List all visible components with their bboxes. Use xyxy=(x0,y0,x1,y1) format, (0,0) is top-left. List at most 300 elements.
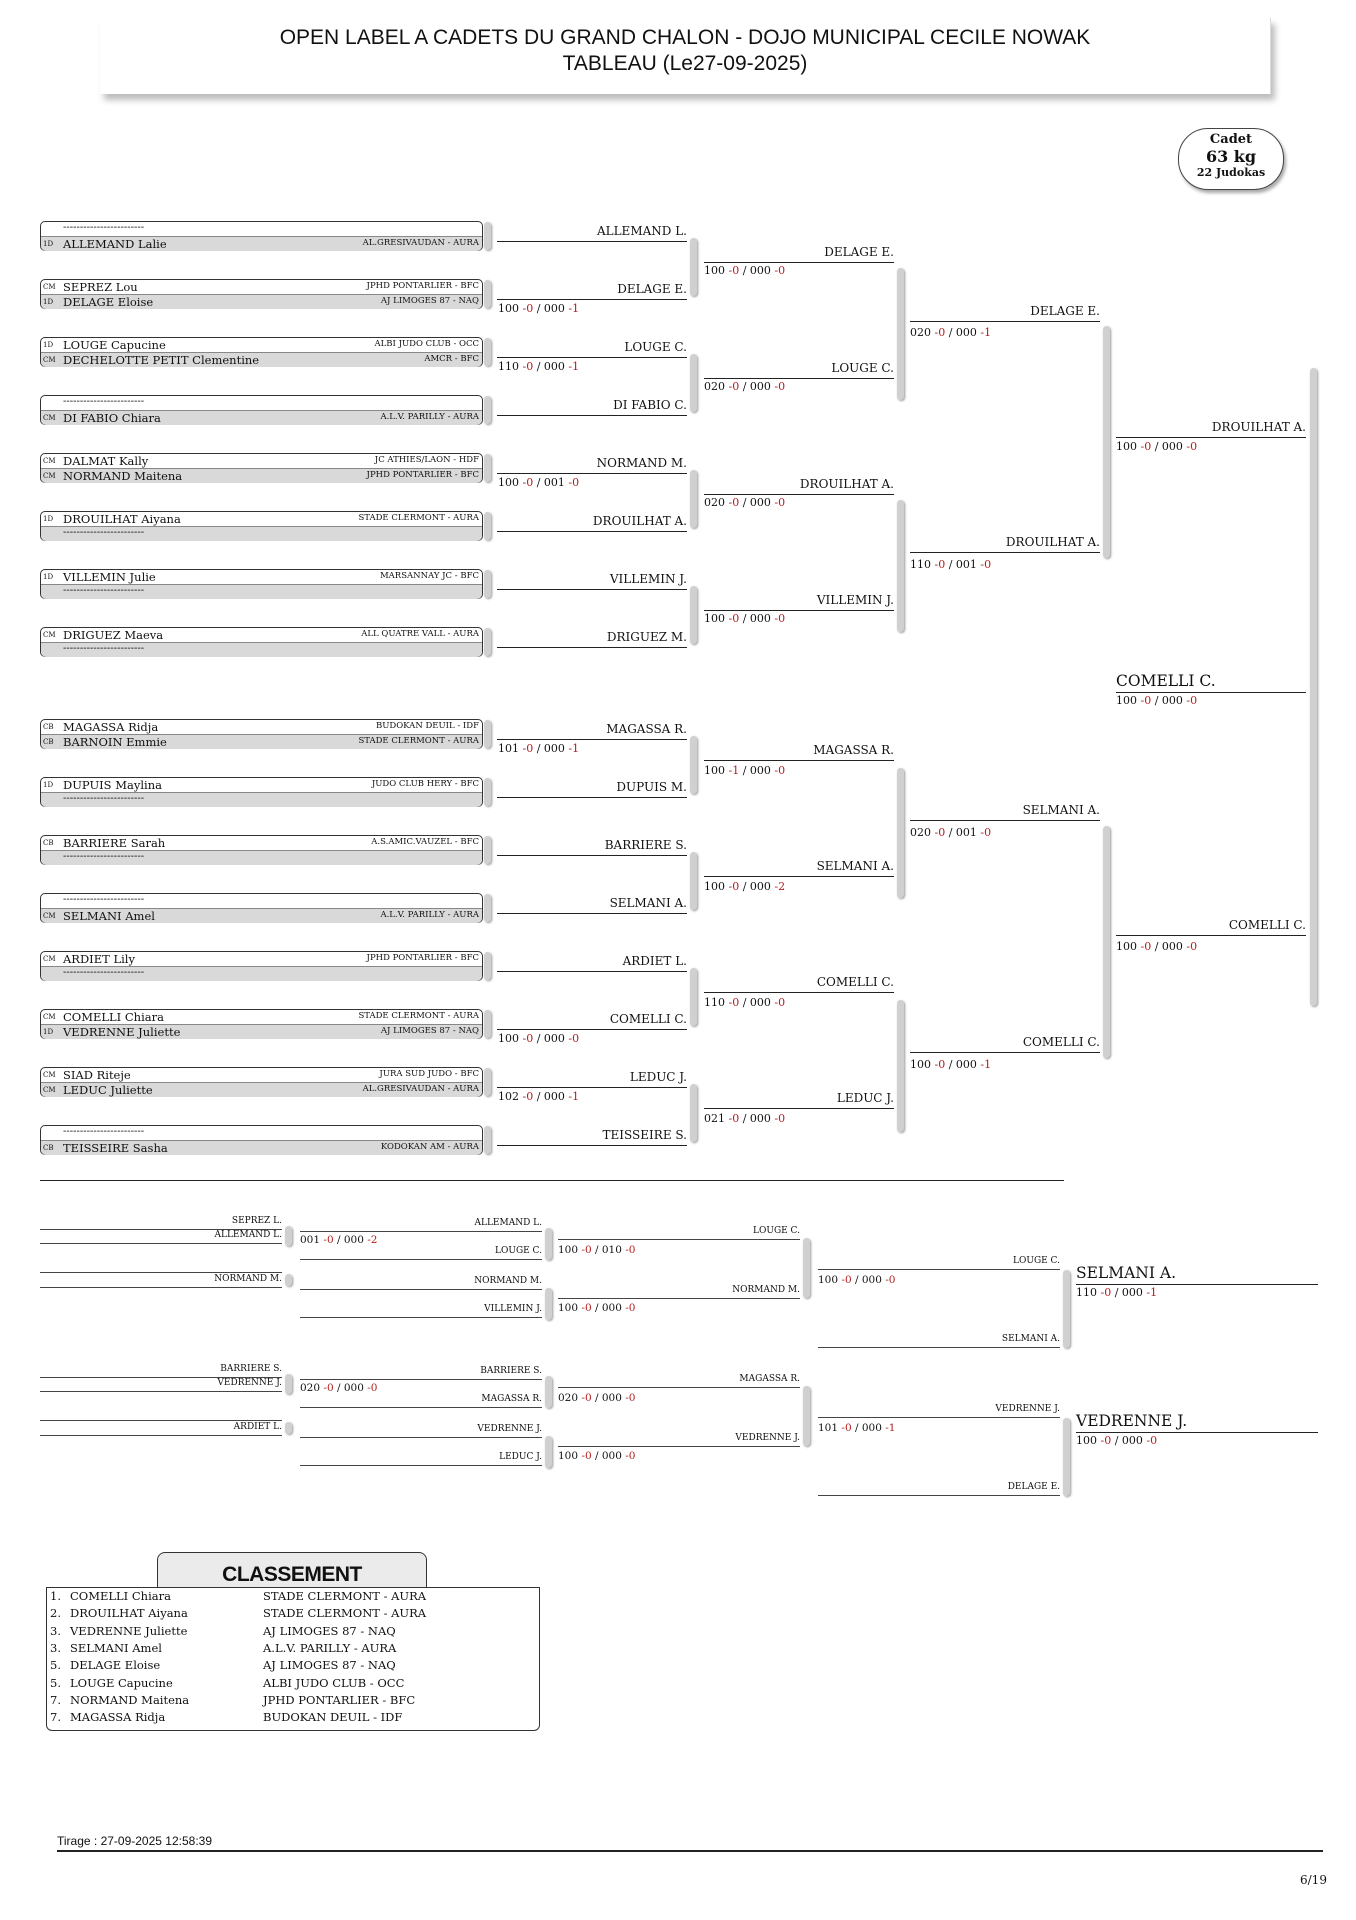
repechage-score xyxy=(300,1234,377,1246)
score-c: 000 xyxy=(343,1382,368,1394)
competitor-name: BARRIERE Sarah xyxy=(63,836,166,850)
score-b: -0 xyxy=(841,1422,852,1434)
score-d: -0 xyxy=(1186,440,1198,453)
score-d: -0 xyxy=(774,996,786,1009)
athlete-club: JPHD PONTARLIER - BFC xyxy=(263,1692,416,1707)
category-label: Cadet xyxy=(1209,132,1253,147)
bracket-connector xyxy=(690,736,697,794)
repechage-r2-winner: VILLEMIN J. xyxy=(300,1304,542,1318)
competitor-pair xyxy=(40,719,483,749)
score-d: -0 xyxy=(774,264,786,277)
score-b: -0 xyxy=(1100,1434,1112,1447)
club-name: KODOKAN AM - AURA xyxy=(380,1142,479,1152)
club-name: MARSANNAY JC - BFC xyxy=(379,571,479,581)
footer-rule xyxy=(57,1850,1323,1852)
score-a: 100 xyxy=(558,1244,582,1256)
category-weight: 63 kg xyxy=(1205,147,1257,166)
bracket-connector xyxy=(897,1000,904,1132)
round1-winner: DROUILHAT A. xyxy=(497,514,687,532)
score-d: -0 xyxy=(625,1302,636,1314)
competitor-name: DALMAT Kally xyxy=(63,454,149,468)
score-sep: / xyxy=(739,880,750,893)
round1-winner: DUPUIS M. xyxy=(497,780,687,798)
round2-winner: MAGASSA R. xyxy=(704,743,894,761)
athlete-club: AJ LIMOGES 87 - NAQ xyxy=(263,1658,396,1673)
page-subtitle: TABLEAU (Le27-09-2025) xyxy=(562,52,808,75)
score-b: -0 xyxy=(581,1392,592,1404)
grade: CM xyxy=(43,1086,56,1094)
score-a: 100 xyxy=(498,302,523,315)
bracket-connector xyxy=(484,396,491,424)
grade: 1D xyxy=(43,781,54,789)
score-sep: / xyxy=(333,1382,344,1394)
competitor-row xyxy=(41,952,482,966)
bye-placeholder: ------------------------ xyxy=(63,643,145,654)
score-b: -0 xyxy=(1140,694,1152,707)
round1-winner: DELAGE E. xyxy=(497,282,687,300)
grade: CM xyxy=(43,283,56,291)
grade: CB xyxy=(43,1144,54,1152)
club-name: AJ LIMOGES 87 - NAQ xyxy=(380,296,479,306)
score-c: 000 xyxy=(749,880,775,893)
bracket-connector xyxy=(803,1386,810,1446)
score-a: 100 xyxy=(704,612,729,625)
repechage-r2-winner: LEDUC J. xyxy=(300,1452,542,1466)
competitor-pair xyxy=(40,221,483,251)
club-name: BUDOKAN DEUIL - IDF xyxy=(375,721,479,731)
score-c: 000 xyxy=(749,996,775,1009)
competitor-row xyxy=(41,468,482,483)
score-a: 100 xyxy=(704,264,729,277)
score-b: -0 xyxy=(1100,1286,1112,1299)
athlete-name: COMELLI Chiara xyxy=(70,1589,171,1603)
round2-score xyxy=(704,1112,785,1125)
competitor-name: DRIGUEZ Maeva xyxy=(63,628,164,642)
category-count: 22 Judokas xyxy=(1196,166,1266,179)
round3-winner: SELMANI A. xyxy=(910,803,1100,821)
score-sep: / xyxy=(533,302,544,315)
score-b: -0 xyxy=(522,302,534,315)
competitor-name: LEDUC Juliette xyxy=(63,1083,153,1097)
athlete-club: BUDOKAN DEUIL - IDF xyxy=(263,1710,403,1725)
repechage-winner: VEDRENNE J. xyxy=(1076,1412,1318,1433)
repechage-score xyxy=(558,1450,635,1462)
competitor-row xyxy=(41,734,482,749)
bracket-connector xyxy=(545,1436,552,1468)
club-name: AMCR - BFC xyxy=(424,354,479,364)
score-c: 000 xyxy=(749,764,775,777)
athlete-name: MAGASSA Ridja xyxy=(70,1710,166,1725)
competitor-row xyxy=(41,1126,482,1140)
round1-winner: MAGASSA R. xyxy=(497,722,687,740)
bye-placeholder: ------------------------ xyxy=(63,396,145,407)
bracket-connector xyxy=(484,720,491,748)
round1-winner: ALLEMAND L. xyxy=(497,224,687,242)
repechage-entry: ARDIET L. xyxy=(40,1422,282,1436)
score-a: 100 xyxy=(818,1274,842,1286)
bracket-connector xyxy=(484,628,491,656)
score-b: -0 xyxy=(934,558,946,571)
bracket-connector xyxy=(285,1422,292,1434)
score-a: 100 xyxy=(704,764,729,777)
score-c: 000 xyxy=(543,1032,569,1045)
athlete-club: A.L.V. PARILLY - AURA xyxy=(263,1640,397,1655)
club-name: JUDO CLUB HERY - BFC xyxy=(371,779,479,789)
score-b: -0 xyxy=(728,264,740,277)
score-sep: / xyxy=(739,1112,750,1125)
competitor-name: SIAD Riteje xyxy=(63,1068,131,1082)
athlete-name: NORMAND Maitena xyxy=(70,1692,190,1707)
club-name: JC ATHIES/LAON - HDF xyxy=(374,455,479,465)
competitor-row xyxy=(41,294,482,309)
competitor-row xyxy=(41,280,482,294)
repechage-winner-score xyxy=(1076,1434,1157,1447)
competitor-name: VEDRENNE Juliette xyxy=(63,1025,181,1039)
score-d: -1 xyxy=(568,302,580,315)
bracket-connector xyxy=(285,1226,292,1246)
repechage-entry: NORMAND M. xyxy=(40,1274,282,1288)
round1-score xyxy=(498,360,579,373)
score-b: -0 xyxy=(323,1234,334,1246)
bye-placeholder: ------------------------ xyxy=(63,793,145,804)
grade: 1D xyxy=(43,240,54,248)
athlete-name: LOUGE Capucine xyxy=(70,1675,173,1690)
repechage-r4-winner: VEDRENNE J. xyxy=(818,1404,1060,1418)
classement-title: CLASSEMENT xyxy=(157,1552,427,1590)
club-name: AJ LIMOGES 87 - NAQ xyxy=(380,1026,479,1036)
grade: 1D xyxy=(43,515,54,523)
score-c: 000 xyxy=(749,1112,775,1125)
competitor-name: SEPREZ Lou xyxy=(63,280,138,294)
score-sep: / xyxy=(533,742,544,755)
round3-score xyxy=(910,826,991,839)
score-a: 020 xyxy=(558,1392,582,1404)
round1-winner: SELMANI A. xyxy=(497,896,687,914)
competitor-row xyxy=(41,908,482,923)
score-a: 020 xyxy=(704,380,729,393)
bracket-connector xyxy=(545,1288,552,1320)
bracket-connector xyxy=(484,512,491,540)
repechage-r3-winner: LOUGE C. xyxy=(558,1226,800,1240)
score-a: 100 xyxy=(1116,940,1141,953)
grade: CM xyxy=(43,631,56,639)
bracket-connector xyxy=(690,470,697,528)
competitor-row xyxy=(41,526,482,541)
score-sep: / xyxy=(739,380,750,393)
round1-winner: LEDUC J. xyxy=(497,1070,687,1088)
club-name: ALBI JUDO CLUB - OCC xyxy=(374,339,479,349)
score-c: 000 xyxy=(543,1090,569,1103)
round3-score xyxy=(910,1058,991,1071)
bracket-connector xyxy=(484,570,491,598)
score-a: 020 xyxy=(704,496,729,509)
score-a: 100 xyxy=(498,476,523,489)
competitor-row xyxy=(41,570,482,584)
score-sep: / xyxy=(739,264,750,277)
score-d: -0 xyxy=(367,1382,378,1394)
competitor-row xyxy=(41,236,482,251)
score-a: 021 xyxy=(704,1112,729,1125)
club-name: STADE CLERMONT - AURA xyxy=(358,736,479,746)
score-c: 000 xyxy=(1121,1434,1147,1447)
score-a: 100 xyxy=(1116,440,1141,453)
athlete-club: ALBI JUDO CLUB - OCC xyxy=(263,1675,405,1690)
score-b: -0 xyxy=(581,1244,592,1256)
score-sep: / xyxy=(591,1392,602,1404)
competitor-name: NORMAND Maitena xyxy=(63,469,183,483)
score-a: 020 xyxy=(910,326,935,339)
score-d: -0 xyxy=(568,476,580,489)
round1-score xyxy=(498,302,579,315)
round1-winner: DRIGUEZ M. xyxy=(497,630,687,648)
bracket-connector xyxy=(803,1238,810,1298)
bracket-connector xyxy=(545,1376,552,1408)
score-sep: / xyxy=(1111,1286,1122,1299)
repechage-score xyxy=(300,1382,377,1394)
score-c: 000 xyxy=(543,742,569,755)
score-b: -0 xyxy=(323,1382,334,1394)
round1-winner: DI FABIO C. xyxy=(497,398,687,416)
repechage-entry: ALLEMAND L. xyxy=(40,1230,282,1244)
score-sep: / xyxy=(945,558,956,571)
score-a: 101 xyxy=(498,742,523,755)
score-c: 000 xyxy=(955,1058,981,1071)
score-b: -0 xyxy=(522,742,534,755)
round2-winner: LEDUC J. xyxy=(704,1091,894,1109)
rank: 2. xyxy=(50,1606,61,1621)
score-d: -0 xyxy=(625,1450,636,1462)
round2-score xyxy=(704,996,785,1009)
grade: CM xyxy=(43,414,56,422)
round4-score xyxy=(1116,940,1197,953)
athlete-name: DELAGE Eloise xyxy=(70,1658,161,1673)
score-b: -0 xyxy=(522,1090,534,1103)
round3-winner: DROUILHAT A. xyxy=(910,535,1100,553)
bracket-connector xyxy=(1063,1418,1070,1496)
bracket-connector xyxy=(690,354,697,412)
competitor-row xyxy=(41,396,482,410)
round2-winner: LOUGE C. xyxy=(704,361,894,379)
score-sep: / xyxy=(1151,694,1162,707)
bracket-connector xyxy=(545,1228,552,1260)
round1-winner: COMELLI C. xyxy=(497,1012,687,1030)
competitor-row xyxy=(41,1140,482,1155)
grade: 1D xyxy=(43,573,54,581)
bracket-connector xyxy=(690,852,697,910)
score-c: 000 xyxy=(749,380,775,393)
competitor-pair xyxy=(40,777,483,807)
score-c: 000 xyxy=(861,1422,886,1434)
bracket-connector xyxy=(897,268,904,400)
rank: 3. xyxy=(50,1623,61,1638)
competitor-pair xyxy=(40,835,483,865)
repechage-r4-winner: DELAGE E. xyxy=(818,1482,1060,1496)
bracket-connector xyxy=(690,238,697,296)
score-d: -0 xyxy=(774,1112,786,1125)
score-d: -0 xyxy=(774,612,786,625)
bracket-connector xyxy=(484,1126,491,1154)
competitor-name: DROUILHAT Aiyana xyxy=(63,512,181,526)
competitor-row xyxy=(41,454,482,468)
score-b: -0 xyxy=(581,1450,592,1462)
round1-score xyxy=(498,1090,579,1103)
repechage-r3-winner: VEDRENNE J. xyxy=(558,1433,800,1447)
score-a: 100 xyxy=(1116,694,1141,707)
round1-winner: ARDIET L. xyxy=(497,954,687,972)
competitor-row xyxy=(41,1068,482,1082)
score-d: -1 xyxy=(980,326,992,339)
competitor-name: LOUGE Capucine xyxy=(63,338,166,352)
bye-placeholder: ------------------------ xyxy=(63,527,145,538)
round1-winner: LOUGE C. xyxy=(497,340,687,358)
bracket-connector xyxy=(484,1010,491,1038)
score-c: 000 xyxy=(543,302,569,315)
round2-winner: VILLEMIN J. xyxy=(704,593,894,611)
club-name: JPHD PONTARLIER - BFC xyxy=(366,470,479,480)
club-name: AL.GRESIVAUDAN - AURA xyxy=(362,1084,479,1094)
competitor-name: DELAGE Eloise xyxy=(63,295,154,309)
repechage-winner: SELMANI A. xyxy=(1076,1264,1318,1285)
competitor-row xyxy=(41,642,482,657)
score-d: -0 xyxy=(625,1244,636,1256)
score-d: -0 xyxy=(568,1032,580,1045)
score-d: -0 xyxy=(1146,1434,1158,1447)
competitor-row xyxy=(41,410,482,425)
grade: CM xyxy=(43,1013,56,1021)
score-sep: / xyxy=(739,764,750,777)
repechage-r3-winner: MAGASSA R. xyxy=(558,1374,800,1388)
score-b: -0 xyxy=(522,360,534,373)
repechage-r2-winner: NORMAND M. xyxy=(300,1276,542,1290)
score-b: -0 xyxy=(728,880,740,893)
score-c: 001 xyxy=(543,476,569,489)
repechage-r4-winner: LOUGE C. xyxy=(818,1256,1060,1270)
rank: 7. xyxy=(50,1710,61,1725)
score-d: -1 xyxy=(568,1090,580,1103)
competitor-row xyxy=(41,792,482,807)
score-a: 100 xyxy=(498,1032,523,1045)
score-a: 102 xyxy=(498,1090,523,1103)
round1-score xyxy=(498,742,579,755)
score-sep: / xyxy=(591,1450,602,1462)
classement-table xyxy=(46,1587,540,1731)
repechage-winner-score xyxy=(1076,1286,1157,1299)
rank: 5. xyxy=(50,1675,61,1690)
bracket-connector xyxy=(690,586,697,644)
competitor-pair xyxy=(40,395,483,425)
competitor-pair xyxy=(40,453,483,483)
bracket-connector xyxy=(690,1084,697,1142)
competitor-row xyxy=(41,720,482,734)
club-name: JPHD PONTARLIER - BFC xyxy=(366,953,479,963)
score-d: -1 xyxy=(885,1422,896,1434)
bracket-connector xyxy=(484,952,491,980)
score-d: -0 xyxy=(774,380,786,393)
score-a: 101 xyxy=(818,1422,842,1434)
grade: CB xyxy=(43,839,54,847)
grade: CM xyxy=(43,1071,56,1079)
score-c: 000 xyxy=(861,1274,886,1286)
bracket-connector xyxy=(484,338,491,366)
bye-placeholder: ------------------------ xyxy=(63,222,145,233)
score-sep: / xyxy=(945,826,956,839)
grade: CB xyxy=(43,723,54,731)
score-b: -0 xyxy=(934,1058,946,1071)
score-a: 100 xyxy=(704,880,729,893)
final-score xyxy=(1116,694,1197,707)
round1-score xyxy=(498,1032,579,1045)
grade: CM xyxy=(43,955,56,963)
bracket-connector xyxy=(484,454,491,482)
competitor-row xyxy=(41,222,482,236)
competitor-pair xyxy=(40,627,483,657)
athlete-name: DROUILHAT Aiyana xyxy=(70,1606,188,1621)
repechage-r2-winner: VEDRENNE J. xyxy=(300,1424,542,1438)
round1-winner: NORMAND M. xyxy=(497,456,687,474)
score-b: -1 xyxy=(728,764,740,777)
round3-score xyxy=(910,326,991,339)
bye-placeholder: ------------------------ xyxy=(63,1126,145,1137)
score-c: 000 xyxy=(543,360,569,373)
score-c: 000 xyxy=(749,264,775,277)
repechage-score xyxy=(558,1392,635,1404)
final-winner: COMELLI C. xyxy=(1116,672,1306,693)
score-c: 000 xyxy=(1161,694,1187,707)
bracket-connector xyxy=(690,968,697,1026)
repechage-line xyxy=(40,1407,282,1421)
repechage-r2-winner: MAGASSA R. xyxy=(300,1394,542,1408)
repechage-score xyxy=(818,1274,895,1286)
score-b: -0 xyxy=(728,612,740,625)
round3-winner: DELAGE E. xyxy=(910,304,1100,322)
round2-score xyxy=(704,380,785,393)
competitor-pair xyxy=(40,951,483,981)
bracket-connector xyxy=(1103,326,1110,558)
score-b: -0 xyxy=(522,476,534,489)
bracket-connector xyxy=(1103,826,1110,1058)
round2-winner: DROUILHAT A. xyxy=(704,477,894,495)
competitor-row xyxy=(41,966,482,981)
score-d: -0 xyxy=(774,496,786,509)
score-b: -0 xyxy=(728,380,740,393)
bracket-connector xyxy=(484,894,491,922)
athlete-club: AJ LIMOGES 87 - NAQ xyxy=(263,1623,396,1638)
score-sep: / xyxy=(591,1302,602,1314)
round2-winner: DELAGE E. xyxy=(704,245,894,263)
round3-score xyxy=(910,558,991,571)
score-d: -1 xyxy=(568,360,580,373)
score-sep: / xyxy=(1151,440,1162,453)
score-a: 100 xyxy=(558,1450,582,1462)
competitor-row xyxy=(41,778,482,792)
competitor-row xyxy=(41,1024,482,1039)
round4-winner: COMELLI C. xyxy=(1116,918,1306,936)
score-c: 001 xyxy=(955,558,981,571)
repechage-entry: VEDRENNE J. xyxy=(40,1378,282,1392)
competitor-row xyxy=(41,850,482,865)
competitor-name: MAGASSA Ridja xyxy=(63,720,159,734)
score-c: 000 xyxy=(601,1392,626,1404)
score-c: 000 xyxy=(1121,1286,1147,1299)
competitor-name: DECHELOTTE PETIT Clementine xyxy=(63,353,260,367)
competitor-name: DUPUIS Maylina xyxy=(63,778,162,792)
competitor-row xyxy=(41,1082,482,1097)
score-c: 000 xyxy=(601,1450,626,1462)
category-badge xyxy=(1178,128,1284,190)
competitor-name: ARDIET Lily xyxy=(63,952,135,966)
club-name: STADE CLERMONT - AURA xyxy=(358,513,479,523)
athlete-name: SELMANI Amel xyxy=(70,1640,162,1655)
